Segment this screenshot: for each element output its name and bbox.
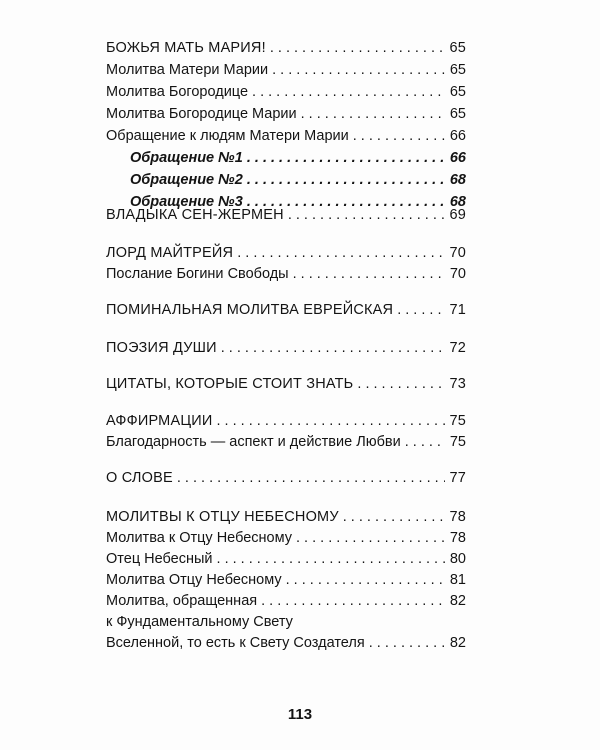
toc-entry (106, 431, 466, 453)
dot-leader (353, 125, 446, 147)
toc-entry (106, 204, 466, 226)
toc-entry-page: 75 (449, 413, 466, 429)
toc-entry-title: Обращение к людям Матери Марии (106, 128, 349, 144)
toc-entry-title: О СЛОВЕ (106, 470, 173, 486)
toc-entry-page: 82 (449, 635, 466, 651)
toc-entry-page: 73 (449, 376, 466, 392)
toc-entry-page: 78 (449, 530, 466, 546)
dot-leader (405, 431, 446, 453)
dot-leader (286, 569, 446, 591)
toc-entry-page: 70 (449, 245, 466, 261)
dot-leader (217, 410, 446, 432)
toc-entry-page: 78 (449, 509, 466, 525)
toc-entry-page: 80 (449, 551, 466, 567)
toc-entry-title: ЦИТАТЫ, КОТОРЫЕ СТОИТ ЗНАТЬ (106, 376, 354, 392)
toc-entry-title: Обращение №1 (130, 150, 243, 166)
toc-entry-page: 70 (449, 266, 466, 282)
dot-leader (293, 263, 446, 285)
toc-entry-page: 65 (449, 40, 466, 56)
toc-entry (106, 337, 466, 359)
dot-leader (397, 299, 445, 321)
toc-entry-title: Молитва к Отцу Небесному (106, 530, 292, 546)
toc-entry (106, 103, 466, 125)
toc-entry-page: 65 (449, 62, 466, 78)
toc-entry (106, 37, 466, 59)
toc-entry-title: Молитва Богородице (106, 84, 249, 100)
toc-entry (106, 81, 466, 103)
toc-entry-title: АФФИРМАЦИИ (106, 413, 213, 429)
dot-leader (252, 81, 446, 103)
toc-entry-page: 65 (449, 106, 466, 122)
dot-leader (247, 147, 446, 169)
toc-subentry (130, 147, 466, 169)
toc-entry-continuation (106, 611, 466, 633)
toc-entry-title: ЛОРД МАЙТРЕЙЯ (106, 245, 234, 261)
dot-leader (247, 169, 446, 191)
dot-leader (221, 337, 446, 359)
toc-entry-page: 69 (449, 207, 466, 223)
toc-entry-page: 71 (449, 302, 466, 318)
toc-entry-page: 68 (449, 172, 466, 188)
dot-leader (270, 37, 446, 59)
toc-entry-title: Обращение №2 (130, 172, 243, 188)
toc-entry (106, 506, 466, 528)
toc-entry-title: Молитва Богородице Марии (106, 106, 297, 122)
toc-entry-title: Отец Небесный (106, 551, 213, 567)
toc-entry (106, 590, 466, 612)
toc-entry (106, 125, 466, 147)
dot-leader (288, 204, 446, 226)
toc-entry (106, 569, 466, 591)
page-number: 113 (287, 706, 313, 723)
dot-leader (296, 527, 446, 549)
toc-entry-title: Обращение №3 (130, 194, 243, 210)
toc-subentry (130, 169, 466, 191)
toc-entry-page: 81 (449, 572, 466, 588)
toc-entry-page: 72 (449, 340, 466, 356)
toc-entry (106, 59, 466, 81)
dot-leader (272, 59, 446, 81)
toc-entry (106, 548, 466, 570)
toc-entry-page: 75 (449, 434, 466, 450)
dot-leader (357, 373, 445, 395)
toc-entry-title: ВЛАДЫКА СЕН-ЖЕРМЕН (106, 207, 284, 223)
toc-entry-title: Послание Богини Свободы (106, 266, 289, 282)
toc-entry-title: Молитва Матери Марии (106, 62, 269, 78)
dot-leader (261, 590, 446, 612)
toc-entry-page: 82 (449, 593, 466, 609)
toc-entry (106, 373, 466, 395)
dot-leader (237, 242, 445, 264)
toc-entry-title: к Фундаментальному Свету (106, 614, 293, 630)
toc-entry (106, 299, 466, 321)
toc-entry-title: МОЛИТВЫ К ОТЦУ НЕБЕСНОМУ (106, 509, 339, 525)
toc-entry (106, 242, 466, 264)
dot-leader (369, 632, 446, 654)
dot-leader (301, 103, 446, 125)
dot-leader (343, 506, 446, 528)
toc-entry-title: Молитва Отцу Небесному (106, 572, 282, 588)
toc-entry-title: Молитва, обращенная (106, 593, 258, 609)
toc-entry (106, 632, 466, 654)
toc-entry-page: 68 (449, 194, 466, 210)
toc-entry-title: ПОМИНАЛЬНАЯ МОЛИТВА ЕВРЕЙСКАЯ (106, 302, 394, 318)
toc-entry (106, 467, 466, 489)
toc-entry (106, 263, 466, 285)
dot-leader (217, 548, 446, 570)
toc-entry-page: 77 (449, 470, 466, 486)
toc-entry-title: БОЖЬЯ МАТЬ МАРИЯ! (106, 40, 266, 56)
dot-leader (177, 467, 446, 489)
toc-entry (106, 410, 466, 432)
toc-entry-title: ПОЭЗИЯ ДУШИ (106, 340, 217, 356)
toc-entry-page: 66 (449, 150, 466, 166)
toc-entry-page: 66 (449, 128, 466, 144)
toc-entry-page: 65 (449, 84, 466, 100)
toc-entry (106, 527, 466, 549)
toc-entry-title: Вселенной, то есть к Свету Создателя (106, 635, 365, 651)
toc-entry-title: Благодарность — аспект и действие Любви (106, 434, 401, 450)
